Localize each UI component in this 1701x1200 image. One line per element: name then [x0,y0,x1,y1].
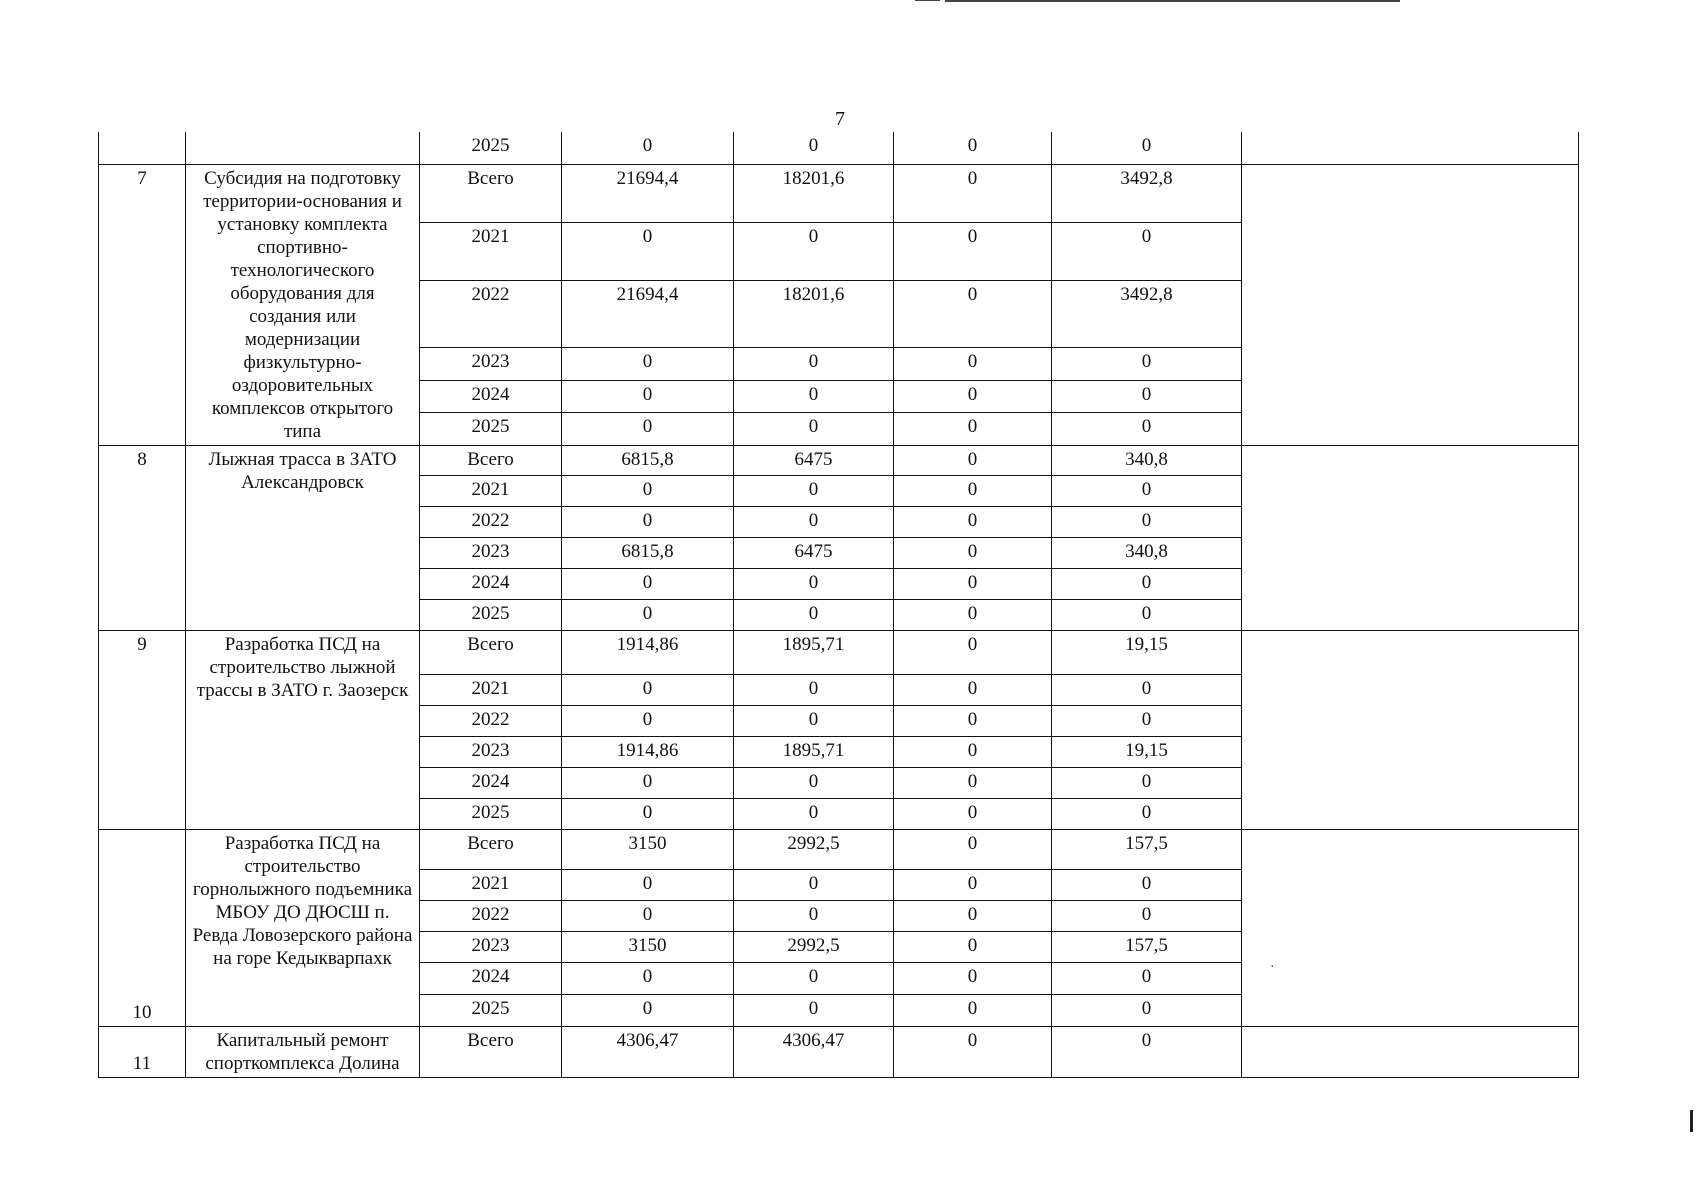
note-cell [1242,164,1579,445]
table-row [99,164,1579,222]
measure-name: Разработка ПСД на строительство горнолыжного подъемника МБОУ ДО ДЮСШ п. Ревда Ловозерского района на горе Кедыкварпахк [186,829,420,1026]
value-cell: 0 [1052,506,1242,537]
value-cell: 0 [562,994,734,1026]
value-cell: 18201,6 [734,164,894,222]
value-cell: 0 [1052,900,1242,931]
value-cell: 0 [894,413,1052,445]
row-number-cell [99,132,186,164]
value-cell: 1914,86 [562,736,734,767]
value-cell: 0 [562,413,734,445]
value-cell: 1914,86 [562,630,734,674]
value-cell: 21694,4 [562,281,734,348]
value-cell: 0 [734,900,894,931]
value-cell: 0 [734,132,894,164]
year-cell: 2021 [420,674,562,705]
year-cell: 2024 [420,767,562,798]
value-cell: 0 [1052,1026,1242,1077]
year-cell: 2025 [420,994,562,1026]
value-cell: 0 [562,674,734,705]
value-cell: 0 [734,475,894,506]
value-cell: 0 [894,900,1052,931]
value-cell: 0 [562,506,734,537]
value-cell: 3492,8 [1052,281,1242,348]
year-cell: 2025 [420,132,562,164]
value-cell: 0 [894,599,1052,630]
measure-name: Разработка ПСД на строительство лыжной трассы в ЗАТО г. Заозерск [186,630,420,829]
value-cell: 2992,5 [734,829,894,869]
value-cell: 0 [734,413,894,445]
value-cell: 0 [894,506,1052,537]
value-cell: 0 [734,962,894,994]
year-cell: Всего [420,445,562,475]
value-cell: 0 [894,475,1052,506]
year-cell: Всего [420,164,562,222]
value-cell: 0 [1052,767,1242,798]
value-cell: 0 [562,380,734,412]
measure-name: Капитальный ремонт спорткомплекса Долина [186,1026,420,1077]
value-cell: 0 [894,164,1052,222]
value-cell: 2992,5 [734,931,894,962]
value-cell: 0 [1052,705,1242,736]
value-cell: 0 [562,962,734,994]
value-cell: 340,8 [1052,445,1242,475]
value-cell: 0 [1052,222,1242,280]
value-cell: 0 [894,445,1052,475]
year-cell: Всего [420,1026,562,1077]
value-cell: 0 [562,568,734,599]
row-number: 11 [99,1026,186,1077]
scan-speck: · [1270,960,1275,975]
note-cell [1242,445,1579,630]
value-cell: 18201,6 [734,281,894,348]
value-cell: 0 [894,281,1052,348]
value-cell: 3150 [562,829,734,869]
value-cell: 0 [562,767,734,798]
year-cell: 2023 [420,736,562,767]
value-cell: 0 [734,705,894,736]
value-cell: 340,8 [1052,537,1242,568]
value-cell: 0 [1052,413,1242,445]
year-cell: 2023 [420,537,562,568]
value-cell: 0 [894,994,1052,1026]
year-cell: 2023 [420,348,562,380]
value-cell: 0 [562,705,734,736]
table-row [99,1026,1579,1077]
year-cell: Всего [420,829,562,869]
value-cell: 0 [562,869,734,900]
value-cell: 0 [734,994,894,1026]
value-cell: 0 [894,931,1052,962]
year-cell: 2025 [420,599,562,630]
value-cell: 0 [894,767,1052,798]
value-cell: 0 [894,537,1052,568]
row-number: 7 [99,164,186,445]
value-cell: 0 [1052,348,1242,380]
value-cell: 0 [894,798,1052,829]
value-cell: 6475 [734,537,894,568]
scan-artifact-line [945,0,1400,2]
value-cell: 157,5 [1052,829,1242,869]
table-row [99,829,1579,869]
year-cell: 2022 [420,705,562,736]
value-cell: 0 [894,736,1052,767]
year-cell: 2024 [420,380,562,412]
year-cell: 2025 [420,413,562,445]
measure-name: Субсидия на подготовку территории-основания и установку комплекта спортивно-технологического оборудования для создания или модернизации физкультурно-оздоровительных комплексов открытого типа [186,164,420,445]
value-cell: 0 [1052,475,1242,506]
value-cell: 3150 [562,931,734,962]
value-cell: 0 [734,767,894,798]
value-cell: 0 [894,705,1052,736]
value-cell: 0 [734,348,894,380]
year-cell: 2024 [420,568,562,599]
table-row [99,630,1579,674]
value-cell: 0 [734,599,894,630]
note-cell [1242,132,1579,164]
note-cell [1242,630,1579,829]
value-cell: 0 [562,348,734,380]
value-cell: 4306,47 [734,1026,894,1077]
value-cell: 6815,8 [562,445,734,475]
value-cell: 0 [1052,380,1242,412]
row-number: 9 [99,630,186,829]
value-cell: 0 [734,568,894,599]
value-cell: 0 [734,674,894,705]
value-cell: 19,15 [1052,630,1242,674]
value-cell: 0 [894,1026,1052,1077]
row-name-cell [186,132,420,164]
value-cell: 0 [734,506,894,537]
year-cell: 2022 [420,506,562,537]
value-cell: 4306,47 [562,1026,734,1077]
table-row [99,132,1579,164]
value-cell: 0 [734,222,894,280]
value-cell: 0 [1052,132,1242,164]
value-cell: 21694,4 [562,164,734,222]
measure-name: Лыжная трасса в ЗАТО Александровск [186,445,420,630]
year-cell: 2025 [420,798,562,829]
value-cell: 0 [562,599,734,630]
value-cell: 0 [1052,869,1242,900]
note-cell [1242,1026,1579,1077]
row-number: 10 [99,829,186,1026]
value-cell: 0 [734,798,894,829]
value-cell: 0 [894,674,1052,705]
row-number: 8 [99,445,186,630]
value-cell: 157,5 [1052,931,1242,962]
value-cell: 0 [894,962,1052,994]
note-cell [1242,829,1579,1026]
value-cell: 1895,71 [734,630,894,674]
year-cell: 2024 [420,962,562,994]
value-cell: 0 [894,222,1052,280]
value-cell: 0 [894,132,1052,164]
value-cell: 0 [894,380,1052,412]
value-cell: 0 [562,798,734,829]
value-cell: 0 [562,132,734,164]
value-cell: 1895,71 [734,736,894,767]
value-cell: 0 [1052,994,1242,1026]
value-cell: 0 [1052,599,1242,630]
value-cell: 3492,8 [1052,164,1242,222]
value-cell: 0 [734,869,894,900]
value-cell: 0 [562,475,734,506]
year-cell: 2022 [420,281,562,348]
value-cell: 0 [562,222,734,280]
value-cell: 6475 [734,445,894,475]
year-cell: 2021 [420,475,562,506]
year-cell: 2022 [420,900,562,931]
scan-speck [1690,1110,1693,1132]
value-cell: 0 [894,568,1052,599]
value-cell: 0 [894,829,1052,869]
value-cell: 0 [1052,798,1242,829]
page-number: 7 [835,108,845,130]
scan-artifact-line [915,0,940,1]
table-row [99,445,1579,475]
value-cell: 0 [1052,568,1242,599]
value-cell: 6815,8 [562,537,734,568]
year-cell: 2021 [420,869,562,900]
value-cell: 0 [562,900,734,931]
value-cell: 0 [1052,962,1242,994]
year-cell: 2021 [420,222,562,280]
value-cell: 19,15 [1052,736,1242,767]
value-cell: 0 [734,380,894,412]
value-cell: 0 [894,348,1052,380]
year-cell: Всего [420,630,562,674]
value-cell: 0 [1052,674,1242,705]
year-cell: 2023 [420,931,562,962]
value-cell: 0 [894,630,1052,674]
value-cell: 0 [894,869,1052,900]
budget-table [98,132,1579,1078]
